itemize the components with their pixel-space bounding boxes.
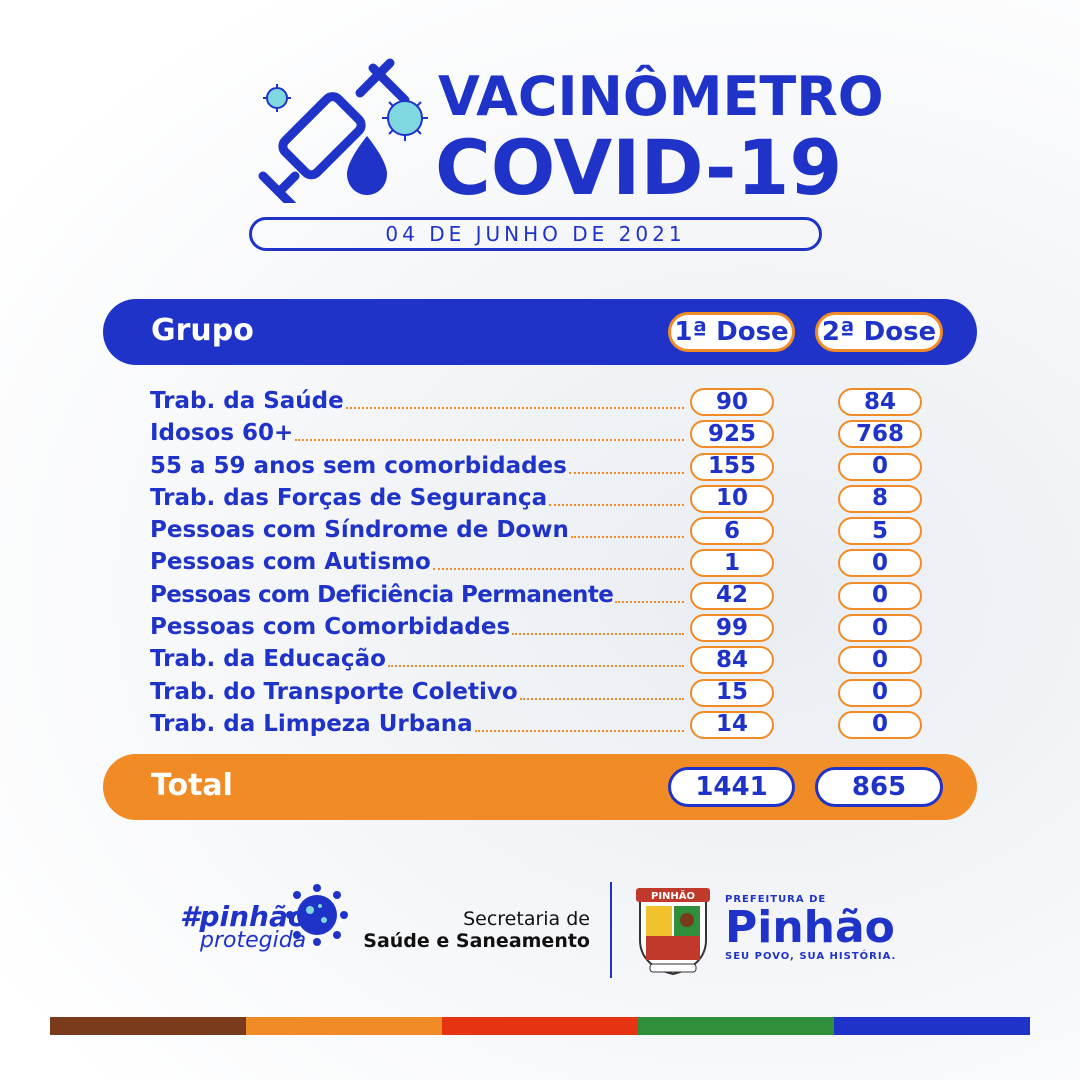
hashtag-line1: #pinhão [180, 900, 308, 933]
dose2-value: 0 [838, 549, 922, 577]
dose1-value: 6 [690, 517, 774, 545]
divider [610, 882, 612, 978]
table-row [150, 451, 930, 483]
total-bar [103, 754, 977, 820]
dotted-leader [615, 601, 684, 603]
row-label: Idosos 60+ [150, 420, 294, 447]
dose1-value: 84 [690, 646, 774, 674]
dose1-value: 15 [690, 679, 774, 707]
table-row [150, 612, 930, 644]
color-stripe [50, 1017, 1030, 1035]
total-dose1: 1441 [668, 767, 795, 807]
dotted-leader [475, 730, 684, 732]
dotted-leader [569, 472, 684, 474]
row-label: Trab. da Educação [150, 646, 386, 673]
dose1-value: 90 [690, 388, 774, 416]
syringe-icon [255, 58, 435, 203]
dose2-value: 0 [838, 679, 922, 707]
dotted-leader [520, 698, 684, 700]
crest-icon [632, 884, 714, 976]
table-row [150, 386, 930, 418]
dotted-leader [346, 407, 684, 409]
hashtag-logo [180, 900, 350, 960]
dotted-leader [388, 665, 684, 667]
dose1-value: 14 [690, 711, 774, 739]
drop-icon [347, 136, 387, 195]
prefeitura-name: Pinhão [725, 902, 895, 953]
dose2-value: 768 [838, 420, 922, 448]
dose2-header: 2ª Dose [815, 312, 943, 352]
row-label: Trab. das Forças de Segurança [150, 484, 548, 511]
table-row [150, 677, 930, 709]
row-label: Pessoas com Autismo [150, 549, 431, 576]
dose2-value: 0 [838, 646, 922, 674]
dose1-value: 10 [690, 485, 774, 513]
title-covid: COVID-19 [435, 123, 843, 212]
dose2-value: 0 [838, 711, 922, 739]
prefeitura-small: PREFEITURA DE [725, 894, 827, 905]
dose2-value: 5 [838, 517, 922, 545]
row-label: Pessoas com Comorbidades [150, 614, 511, 641]
table-row [150, 547, 930, 579]
row-label: Pessoas com Síndrome de Down [150, 517, 569, 544]
row-label: Trab. da Limpeza Urbana [150, 710, 473, 737]
header [255, 58, 884, 212]
row-label: Trab. da Saúde [150, 388, 344, 414]
dotted-leader [549, 504, 684, 506]
svg-text:PINHÃO: PINHÃO [650, 891, 696, 902]
secretaria-line2: Saúde e Saneamento [363, 930, 590, 952]
stripe-segment [834, 1017, 1030, 1035]
table-row [150, 418, 930, 450]
dotted-leader [512, 633, 684, 635]
total-dose2: 865 [815, 767, 943, 807]
dose1-value: 925 [690, 420, 774, 448]
secretaria-line1: Secretaria de [463, 908, 590, 930]
dose2-value: 8 [838, 485, 922, 513]
date-pill: 04 DE JUNHO DE 2021 [249, 217, 822, 251]
table-body [150, 386, 930, 741]
virus-icon [263, 84, 291, 112]
dose1-value: 99 [690, 614, 774, 642]
dotted-leader [295, 439, 684, 441]
secretaria-logo [360, 908, 590, 952]
row-label: Pessoas com Deficiência Permanente [150, 581, 614, 608]
table-header [103, 299, 977, 365]
dotted-leader [571, 536, 684, 538]
stripe-segment [638, 1017, 834, 1035]
dose2-value: 0 [838, 582, 922, 610]
hashtag-line2: protegida [200, 928, 307, 953]
table-row [150, 515, 930, 547]
group-header: Grupo [151, 313, 254, 348]
title-vacinometro: VACINÔMETRO [438, 65, 884, 128]
dose1-value: 155 [690, 453, 774, 481]
dose1-value: 42 [690, 582, 774, 610]
dose2-value: 0 [838, 453, 922, 481]
table-row [150, 709, 930, 741]
table-row [150, 644, 930, 676]
dose1-value: 1 [690, 549, 774, 577]
table-row [150, 580, 930, 612]
prefeitura-logo [725, 894, 925, 962]
stripe-segment [442, 1017, 638, 1035]
row-label: 55 a 59 anos sem comorbidades [150, 452, 567, 479]
row-label: Trab. do Transporte Coletivo [150, 678, 518, 705]
stripe-segment [246, 1017, 442, 1035]
dotted-leader [433, 568, 684, 570]
prefeitura-slogan: SEU POVO, SUA HISTÓRIA. [725, 951, 897, 963]
table-row [150, 483, 930, 515]
dose1-header: 1ª Dose [668, 312, 795, 352]
stripe-segment [50, 1017, 246, 1035]
total-label: Total [151, 768, 233, 803]
dose2-value: 0 [838, 614, 922, 642]
dose2-value: 84 [838, 388, 922, 416]
